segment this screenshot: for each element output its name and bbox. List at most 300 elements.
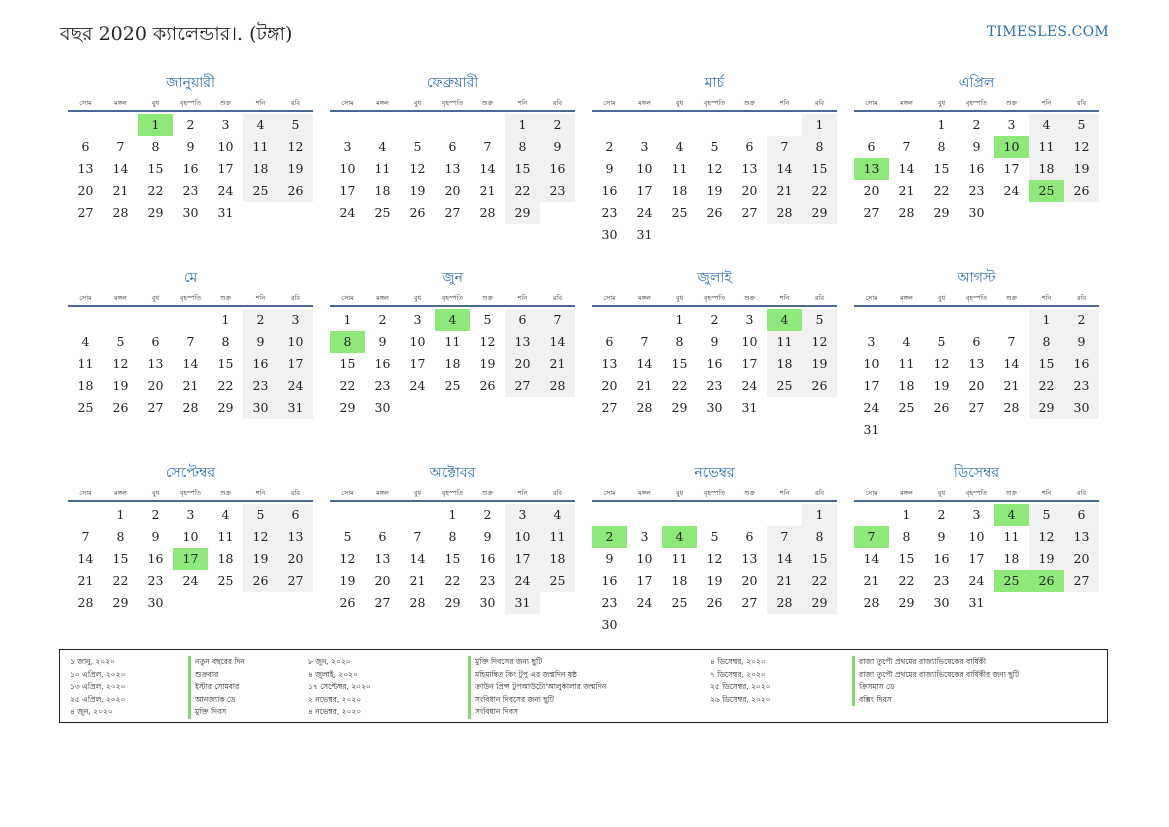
- day-cell[interactable]: 16: [243, 353, 278, 375]
- day-cell[interactable]: 29: [444, 595, 461, 610]
- day-cell[interactable]: 10: [182, 529, 199, 544]
- day-cell[interactable]: 15: [1029, 353, 1064, 375]
- day-cell[interactable]: 26: [339, 595, 356, 610]
- day-cell[interactable]: 30: [182, 205, 199, 220]
- day-cell[interactable]: 28: [479, 205, 496, 220]
- day-cell[interactable]: 27: [863, 205, 880, 220]
- day-cell[interactable]: 13: [601, 356, 618, 371]
- day-cell[interactable]: 11: [671, 551, 688, 566]
- day-cell[interactable]: 18: [898, 378, 915, 393]
- day-cell[interactable]: 14: [409, 551, 426, 566]
- day-cell[interactable]: 24: [968, 573, 985, 588]
- day-cell[interactable]: 10: [505, 526, 540, 548]
- day-cell[interactable]: 30: [601, 227, 618, 242]
- day-cell[interactable]: 21: [77, 573, 94, 588]
- day-cell[interactable]: 14: [479, 161, 496, 176]
- day-cell[interactable]: 3: [413, 312, 422, 327]
- day-cell[interactable]: 7: [540, 309, 575, 331]
- day-cell[interactable]: 27: [741, 595, 758, 610]
- day-cell[interactable]: 21: [898, 183, 915, 198]
- day-cell[interactable]: 5: [802, 309, 837, 331]
- day-cell[interactable]: 9: [540, 136, 575, 158]
- day-cell[interactable]: 15: [147, 161, 164, 176]
- day-cell[interactable]: 24: [182, 573, 199, 588]
- day-cell[interactable]: 5: [278, 114, 313, 136]
- day-cell[interactable]: 23: [933, 573, 950, 588]
- day-cell[interactable]: 17: [217, 161, 234, 176]
- day-cell[interactable]: 1: [1029, 309, 1064, 331]
- day-cell[interactable]: 14: [540, 331, 575, 353]
- day-cell[interactable]: 21: [767, 180, 802, 202]
- day-cell[interactable]: 25: [898, 400, 915, 415]
- day-cell[interactable]: 16: [540, 158, 575, 180]
- day-cell[interactable]: 12: [1029, 526, 1064, 548]
- day-cell[interactable]: 5: [116, 334, 125, 349]
- day-cell[interactable]: 29: [147, 205, 164, 220]
- day-cell[interactable]: 23: [147, 573, 164, 588]
- day-cell[interactable]: 15: [444, 551, 461, 566]
- day-cell[interactable]: 5: [243, 504, 278, 526]
- day-cell[interactable]: 7: [116, 139, 125, 154]
- day-cell[interactable]: 16: [1064, 353, 1099, 375]
- day-cell[interactable]: 22: [1029, 375, 1064, 397]
- day-cell[interactable]: 17: [505, 548, 540, 570]
- day-cell[interactable]: 31: [217, 205, 234, 220]
- day-cell[interactable]: 15: [505, 158, 540, 180]
- day-cell[interactable]: 16: [147, 551, 164, 566]
- day-cell[interactable]: 11: [898, 356, 915, 371]
- day-cell[interactable]: 26: [706, 205, 723, 220]
- day-cell[interactable]: 1: [902, 507, 911, 522]
- day-cell[interactable]: 10: [278, 331, 313, 353]
- day-cell[interactable]: 29: [339, 400, 356, 415]
- day-cell[interactable]: 3: [221, 117, 230, 132]
- day-cell[interactable]: 23: [540, 180, 575, 202]
- day-cell[interactable]: 28: [182, 400, 199, 415]
- day-cell[interactable]: 26: [933, 400, 950, 415]
- day-cell[interactable]: 12: [479, 334, 496, 349]
- day-cell[interactable]: 13: [1064, 526, 1099, 548]
- day-cell[interactable]: 15: [933, 161, 950, 176]
- day-cell[interactable]: 1: [448, 507, 457, 522]
- day-cell[interactable]: 29: [802, 202, 837, 224]
- day-cell[interactable]: 22: [933, 183, 950, 198]
- day-cell[interactable]: 4: [902, 334, 911, 349]
- day-cell[interactable]: 12: [278, 136, 313, 158]
- day-cell[interactable]: 16: [706, 356, 723, 371]
- day-cell[interactable]: 21: [1003, 378, 1020, 393]
- day-cell[interactable]: 30: [968, 205, 985, 220]
- day-cell[interactable]: 22: [802, 570, 837, 592]
- day-cell[interactable]: 8: [448, 529, 457, 544]
- day-cell[interactable]: 19: [1029, 548, 1064, 570]
- day-cell[interactable]: 29: [1029, 397, 1064, 419]
- day-cell[interactable]: 2: [243, 309, 278, 331]
- day-cell[interactable]: 28: [409, 595, 426, 610]
- day-cell[interactable]: 2: [972, 117, 981, 132]
- day-cell[interactable]: 18: [1003, 551, 1020, 566]
- day-cell[interactable]: 19: [243, 548, 278, 570]
- day-cell[interactable]: 19: [409, 183, 426, 198]
- day-cell[interactable]: 23: [968, 183, 985, 198]
- day-cell[interactable]: 23: [479, 573, 496, 588]
- day-cell[interactable]: 11: [77, 356, 94, 371]
- day-cell[interactable]: 5: [937, 334, 946, 349]
- day-cell[interactable]: 30: [706, 400, 723, 415]
- day-cell[interactable]: 6: [81, 139, 90, 154]
- day-cell[interactable]: 15: [802, 548, 837, 570]
- day-cell[interactable]: 19: [706, 573, 723, 588]
- day-cell[interactable]: 31: [636, 227, 653, 242]
- holiday-day-cell[interactable]: 4: [662, 526, 697, 548]
- day-cell[interactable]: 24: [1003, 183, 1020, 198]
- day-cell[interactable]: 11: [217, 529, 234, 544]
- day-cell[interactable]: 30: [933, 595, 950, 610]
- day-cell[interactable]: 27: [444, 205, 461, 220]
- day-cell[interactable]: 6: [605, 334, 614, 349]
- day-cell[interactable]: 26: [409, 205, 426, 220]
- day-cell[interactable]: 29: [802, 592, 837, 614]
- day-cell[interactable]: 21: [636, 378, 653, 393]
- holiday-day-cell[interactable]: 4: [767, 309, 802, 331]
- day-cell[interactable]: 10: [217, 139, 234, 154]
- day-cell[interactable]: 18: [671, 573, 688, 588]
- day-cell[interactable]: 20: [601, 378, 618, 393]
- day-cell[interactable]: 12: [243, 526, 278, 548]
- day-cell[interactable]: 18: [217, 551, 234, 566]
- day-cell[interactable]: 2: [151, 507, 160, 522]
- day-cell[interactable]: 8: [151, 139, 160, 154]
- day-cell[interactable]: 3: [640, 529, 649, 544]
- day-cell[interactable]: 20: [278, 548, 313, 570]
- day-cell[interactable]: 10: [636, 551, 653, 566]
- day-cell[interactable]: 12: [1064, 136, 1099, 158]
- day-cell[interactable]: 28: [767, 592, 802, 614]
- day-cell[interactable]: 5: [343, 529, 352, 544]
- day-cell[interactable]: 3: [745, 312, 754, 327]
- day-cell[interactable]: 16: [479, 551, 496, 566]
- day-cell[interactable]: 7: [413, 529, 422, 544]
- day-cell[interactable]: 6: [745, 529, 754, 544]
- day-cell[interactable]: 4: [540, 504, 575, 526]
- day-cell[interactable]: 2: [605, 139, 614, 154]
- day-cell[interactable]: 22: [898, 573, 915, 588]
- day-cell[interactable]: 25: [671, 595, 688, 610]
- day-cell[interactable]: 2: [937, 507, 946, 522]
- day-cell[interactable]: 7: [640, 334, 649, 349]
- day-cell[interactable]: 8: [802, 136, 837, 158]
- day-cell[interactable]: 20: [741, 573, 758, 588]
- day-cell[interactable]: 5: [710, 139, 719, 154]
- day-cell[interactable]: 19: [1064, 158, 1099, 180]
- day-cell[interactable]: 3: [972, 507, 981, 522]
- day-cell[interactable]: 1: [505, 114, 540, 136]
- day-cell[interactable]: 1: [802, 504, 837, 526]
- day-cell[interactable]: 14: [636, 356, 653, 371]
- day-cell[interactable]: 7: [81, 529, 90, 544]
- day-cell[interactable]: 10: [409, 334, 426, 349]
- day-cell[interactable]: 7: [1007, 334, 1016, 349]
- day-cell[interactable]: 13: [505, 331, 540, 353]
- day-cell[interactable]: 11: [540, 526, 575, 548]
- day-cell[interactable]: 25: [374, 205, 391, 220]
- day-cell[interactable]: 24: [636, 595, 653, 610]
- day-cell[interactable]: 6: [745, 139, 754, 154]
- day-cell[interactable]: 9: [1064, 331, 1099, 353]
- day-cell[interactable]: 9: [937, 529, 946, 544]
- day-cell[interactable]: 9: [151, 529, 160, 544]
- day-cell[interactable]: 18: [767, 353, 802, 375]
- day-cell[interactable]: 10: [636, 161, 653, 176]
- day-cell[interactable]: 5: [710, 529, 719, 544]
- day-cell[interactable]: 16: [182, 161, 199, 176]
- day-cell[interactable]: 29: [217, 400, 234, 415]
- day-cell[interactable]: 22: [147, 183, 164, 198]
- day-cell[interactable]: 20: [444, 183, 461, 198]
- day-cell[interactable]: 14: [898, 161, 915, 176]
- day-cell[interactable]: 4: [221, 507, 230, 522]
- day-cell[interactable]: 27: [77, 205, 94, 220]
- holiday-day-cell[interactable]: 8: [330, 331, 365, 353]
- holiday-day-cell[interactable]: 4: [435, 309, 470, 331]
- day-cell[interactable]: 17: [968, 551, 985, 566]
- day-cell[interactable]: 8: [505, 136, 540, 158]
- day-cell[interactable]: 2: [540, 114, 575, 136]
- day-cell[interactable]: 9: [483, 529, 492, 544]
- day-cell[interactable]: 28: [112, 205, 129, 220]
- day-cell[interactable]: 30: [147, 595, 164, 610]
- day-cell[interactable]: 18: [444, 356, 461, 371]
- day-cell[interactable]: 10: [968, 529, 985, 544]
- day-cell[interactable]: 11: [444, 334, 461, 349]
- day-cell[interactable]: 13: [968, 356, 985, 371]
- day-cell[interactable]: 23: [706, 378, 723, 393]
- day-cell[interactable]: 24: [409, 378, 426, 393]
- day-cell[interactable]: 21: [409, 573, 426, 588]
- day-cell[interactable]: 20: [741, 183, 758, 198]
- day-cell[interactable]: 30: [243, 397, 278, 419]
- day-cell[interactable]: 18: [374, 183, 391, 198]
- day-cell[interactable]: 6: [505, 309, 540, 331]
- day-cell[interactable]: 30: [601, 617, 618, 632]
- day-cell[interactable]: 27: [374, 595, 391, 610]
- day-cell[interactable]: 3: [186, 507, 195, 522]
- day-cell[interactable]: 12: [339, 551, 356, 566]
- day-cell[interactable]: 24: [505, 570, 540, 592]
- day-cell[interactable]: 28: [863, 595, 880, 610]
- day-cell[interactable]: 11: [243, 136, 278, 158]
- day-cell[interactable]: 13: [77, 161, 94, 176]
- day-cell[interactable]: 15: [217, 356, 234, 371]
- day-cell[interactable]: 15: [671, 356, 688, 371]
- day-cell[interactable]: 19: [278, 158, 313, 180]
- day-cell[interactable]: 6: [278, 504, 313, 526]
- day-cell[interactable]: 13: [278, 526, 313, 548]
- day-cell[interactable]: 1: [343, 312, 352, 327]
- day-cell[interactable]: 8: [221, 334, 230, 349]
- day-cell[interactable]: 17: [636, 183, 653, 198]
- day-cell[interactable]: 28: [77, 595, 94, 610]
- day-cell[interactable]: 3: [278, 309, 313, 331]
- day-cell[interactable]: 16: [601, 573, 618, 588]
- day-cell[interactable]: 23: [601, 205, 618, 220]
- day-cell[interactable]: 3: [640, 139, 649, 154]
- day-cell[interactable]: 3: [343, 139, 352, 154]
- day-cell[interactable]: 27: [968, 400, 985, 415]
- day-cell[interactable]: 2: [186, 117, 195, 132]
- day-cell[interactable]: 1: [675, 312, 684, 327]
- day-cell[interactable]: 31: [863, 422, 880, 437]
- day-cell[interactable]: 24: [636, 205, 653, 220]
- day-cell[interactable]: 27: [601, 400, 618, 415]
- day-cell[interactable]: 11: [767, 331, 802, 353]
- day-cell[interactable]: 25: [671, 205, 688, 220]
- day-cell[interactable]: 19: [339, 573, 356, 588]
- day-cell[interactable]: 14: [77, 551, 94, 566]
- day-cell[interactable]: 9: [378, 334, 387, 349]
- day-cell[interactable]: 15: [112, 551, 129, 566]
- day-cell[interactable]: 16: [968, 161, 985, 176]
- day-cell[interactable]: 12: [706, 551, 723, 566]
- day-cell[interactable]: 18: [1029, 158, 1064, 180]
- day-cell[interactable]: 18: [671, 183, 688, 198]
- day-cell[interactable]: 26: [243, 570, 278, 592]
- day-cell[interactable]: 22: [505, 180, 540, 202]
- day-cell[interactable]: 24: [339, 205, 356, 220]
- day-cell[interactable]: 19: [802, 353, 837, 375]
- day-cell[interactable]: 24: [863, 400, 880, 415]
- day-cell[interactable]: 14: [767, 158, 802, 180]
- day-cell[interactable]: 16: [933, 551, 950, 566]
- day-cell[interactable]: 17: [409, 356, 426, 371]
- day-cell[interactable]: 1: [937, 117, 946, 132]
- day-cell[interactable]: 27: [147, 400, 164, 415]
- day-cell[interactable]: 5: [483, 312, 492, 327]
- day-cell[interactable]: 11: [1003, 529, 1020, 544]
- day-cell[interactable]: 10: [863, 356, 880, 371]
- day-cell[interactable]: 15: [339, 356, 356, 371]
- day-cell[interactable]: 7: [767, 526, 802, 548]
- day-cell[interactable]: 1: [116, 507, 125, 522]
- day-cell[interactable]: 20: [863, 183, 880, 198]
- day-cell[interactable]: 2: [483, 507, 492, 522]
- day-cell[interactable]: 4: [675, 139, 684, 154]
- day-cell[interactable]: 10: [741, 334, 758, 349]
- day-cell[interactable]: 29: [933, 205, 950, 220]
- day-cell[interactable]: 6: [867, 139, 876, 154]
- day-cell[interactable]: 21: [182, 378, 199, 393]
- holiday-day-cell[interactable]: 25: [994, 570, 1029, 592]
- day-cell[interactable]: 17: [741, 356, 758, 371]
- day-cell[interactable]: 23: [182, 183, 199, 198]
- day-cell[interactable]: 27: [505, 375, 540, 397]
- day-cell[interactable]: 20: [1064, 548, 1099, 570]
- day-cell[interactable]: 7: [483, 139, 492, 154]
- day-cell[interactable]: 21: [863, 573, 880, 588]
- day-cell[interactable]: 10: [339, 161, 356, 176]
- day-cell[interactable]: 17: [636, 573, 653, 588]
- holiday-day-cell[interactable]: 10: [994, 136, 1029, 158]
- day-cell[interactable]: 7: [767, 136, 802, 158]
- day-cell[interactable]: 20: [77, 183, 94, 198]
- holiday-day-cell[interactable]: 26: [1029, 570, 1064, 592]
- day-cell[interactable]: 11: [671, 161, 688, 176]
- day-cell[interactable]: 8: [937, 139, 946, 154]
- day-cell[interactable]: 25: [77, 400, 94, 415]
- day-cell[interactable]: 21: [540, 353, 575, 375]
- day-cell[interactable]: 25: [767, 375, 802, 397]
- day-cell[interactable]: 14: [863, 551, 880, 566]
- day-cell[interactable]: 20: [374, 573, 391, 588]
- day-cell[interactable]: 8: [902, 529, 911, 544]
- day-cell[interactable]: 25: [540, 570, 575, 592]
- day-cell[interactable]: 25: [243, 180, 278, 202]
- day-cell[interactable]: 28: [898, 205, 915, 220]
- day-cell[interactable]: 2: [1064, 309, 1099, 331]
- day-cell[interactable]: 24: [278, 375, 313, 397]
- day-cell[interactable]: 29: [112, 595, 129, 610]
- day-cell[interactable]: 13: [741, 161, 758, 176]
- day-cell[interactable]: 11: [374, 161, 391, 176]
- day-cell[interactable]: 3: [867, 334, 876, 349]
- day-cell[interactable]: 30: [479, 595, 496, 610]
- day-cell[interactable]: 22: [444, 573, 461, 588]
- day-cell[interactable]: 22: [339, 378, 356, 393]
- day-cell[interactable]: 2: [710, 312, 719, 327]
- day-cell[interactable]: 26: [112, 400, 129, 415]
- day-cell[interactable]: 12: [409, 161, 426, 176]
- day-cell[interactable]: 15: [898, 551, 915, 566]
- day-cell[interactable]: 27: [1064, 570, 1099, 592]
- day-cell[interactable]: 9: [243, 331, 278, 353]
- day-cell[interactable]: 22: [802, 180, 837, 202]
- day-cell[interactable]: 24: [217, 183, 234, 198]
- holiday-day-cell[interactable]: 4: [994, 504, 1029, 526]
- day-cell[interactable]: 25: [444, 378, 461, 393]
- day-cell[interactable]: 4: [1029, 114, 1064, 136]
- day-cell[interactable]: 22: [217, 378, 234, 393]
- day-cell[interactable]: 7: [186, 334, 195, 349]
- day-cell[interactable]: 7: [902, 139, 911, 154]
- day-cell[interactable]: 13: [374, 551, 391, 566]
- holiday-day-cell[interactable]: 2: [592, 526, 627, 548]
- day-cell[interactable]: 12: [112, 356, 129, 371]
- day-cell[interactable]: 31: [278, 397, 313, 419]
- day-cell[interactable]: 28: [767, 202, 802, 224]
- day-cell[interactable]: 17: [863, 378, 880, 393]
- day-cell[interactable]: 26: [479, 378, 496, 393]
- day-cell[interactable]: 22: [671, 378, 688, 393]
- day-cell[interactable]: 29: [505, 202, 540, 224]
- day-cell[interactable]: 8: [675, 334, 684, 349]
- day-cell[interactable]: 8: [802, 526, 837, 548]
- day-cell[interactable]: 1: [221, 312, 230, 327]
- day-cell[interactable]: 12: [802, 331, 837, 353]
- day-cell[interactable]: 24: [741, 378, 758, 393]
- day-cell[interactable]: 31: [505, 592, 540, 614]
- day-cell[interactable]: 20: [968, 378, 985, 393]
- day-cell[interactable]: 18: [77, 378, 94, 393]
- day-cell[interactable]: 2: [378, 312, 387, 327]
- day-cell[interactable]: 26: [1064, 180, 1099, 202]
- day-cell[interactable]: 26: [278, 180, 313, 202]
- holiday-day-cell[interactable]: 17: [173, 548, 208, 570]
- day-cell[interactable]: 29: [898, 595, 915, 610]
- day-cell[interactable]: 19: [479, 356, 496, 371]
- day-cell[interactable]: 6: [1064, 504, 1099, 526]
- day-cell[interactable]: 9: [710, 334, 719, 349]
- day-cell[interactable]: 5: [413, 139, 422, 154]
